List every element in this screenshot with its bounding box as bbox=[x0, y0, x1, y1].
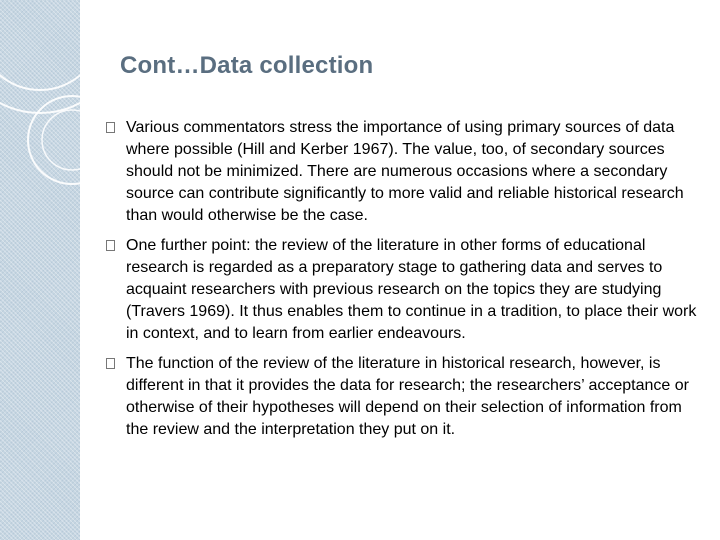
bullet-list bbox=[106, 117, 701, 449]
bullet-text: The function of the review of the literature in historical research, however, is different in that it provides the data for research; the researchers’ acceptance or otherwise of their hypotheses will depend on their selection of information from the review and the interpretation they put on it. bbox=[126, 355, 689, 438]
bullet-text: One further point: the review of the literature in other forms of educational research is regarded as a preparatory stage to gathering data and serves to acquaint researchers with previous research on the topics they are studying (Travers 1969). It thus enables them to continue in a tradition, to place their work in context, and to learn from earlier endeavours. bbox=[126, 237, 697, 342]
circle-bottom bbox=[28, 96, 116, 184]
bullet-item bbox=[106, 235, 701, 345]
circle-medium bbox=[0, 0, 102, 90]
bullet-item bbox=[106, 353, 701, 441]
bullet-text: Various commentators stress the importance of using primary sources of data where possible (Hill and Kerber 1967). The value, too, of secondary sources should not be minimized. There are numerous occasions where a secondary source can contribute significantly to more valid and reliable historical research than would otherwise be the case. bbox=[126, 119, 684, 224]
circle-bottom-inner bbox=[42, 110, 102, 170]
bullet-square-icon bbox=[106, 358, 115, 369]
slide-title: Cont…Data collection bbox=[120, 52, 374, 79]
bullet-item bbox=[106, 117, 701, 227]
bullet-square-icon bbox=[106, 122, 115, 133]
bullet-square-icon bbox=[106, 240, 115, 251]
